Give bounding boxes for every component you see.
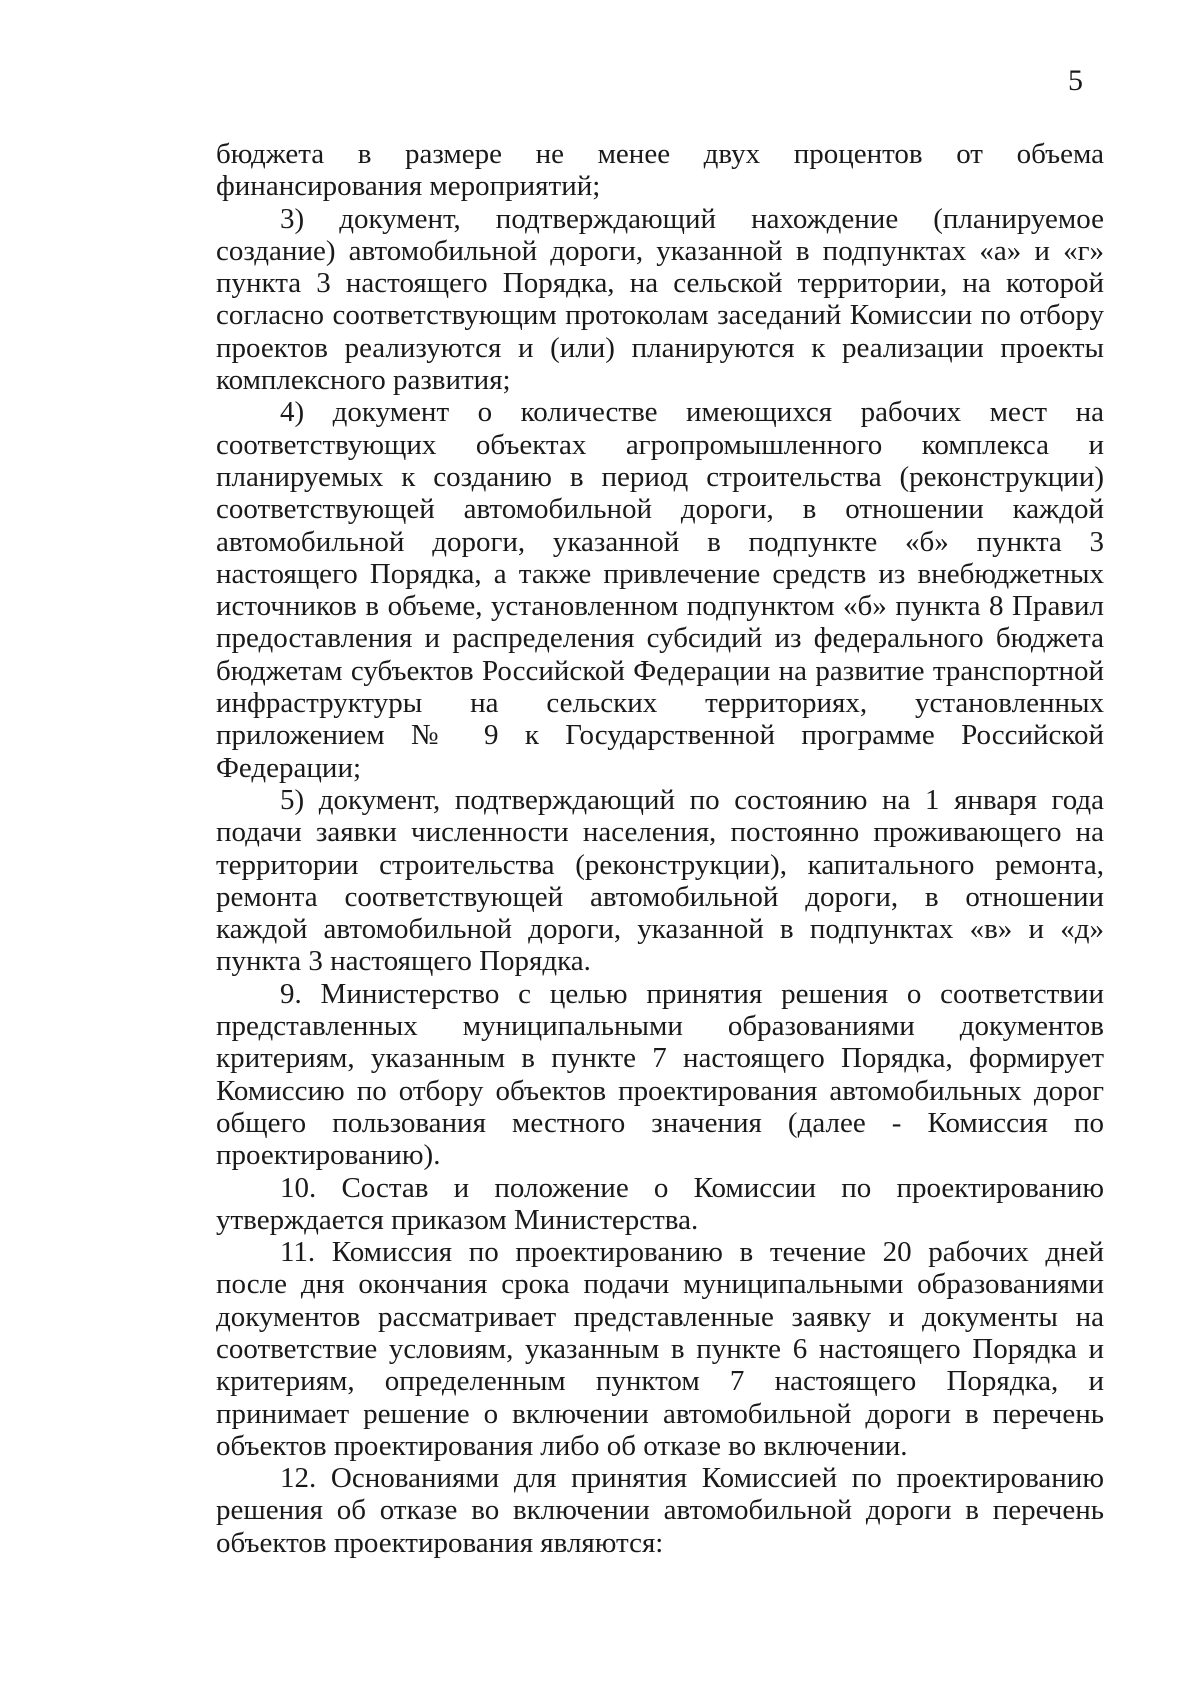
paragraph-clause-10: 10. Состав и положение о Комиссии по проектированию утверждается приказом Министерства. bbox=[216, 1171, 1104, 1236]
document-body bbox=[216, 138, 1104, 1559]
paragraph-budget-continuation: бюджета в размере не менее двух процентов от объема финансирования мероприятий; bbox=[216, 138, 1104, 203]
paragraph-clause-11: 11. Комиссия по проектированию в течение 20 рабочих дней после дня окончания срока подачи муниципальными образованиями документов рассматривает представленные заявку и документы на соответствие условиям, указанным в пункте 6 настоящего Порядка и критериям, определенным пунктом 7 настоящего Порядка, и принимает решение о включении автомобильной дороги в перечень объектов проектирования либо об отказе во включении. bbox=[216, 1236, 1104, 1462]
paragraph-item-3: 3) документ, подтверждающий нахождение (планируемое создание) автомобильной дороги, указанной в подпунктах «а» и «г» пункта 3 настоящего Порядка, на сельской территории, на которой согласно соответствующим протоколам заседаний Комиссии по отбору проектов реализуются и (или) планируются к реализации проекты комплексного развития; bbox=[216, 202, 1104, 397]
paragraph-item-5: 5) документ, подтверждающий по состоянию на 1 января года подачи заявки численности населения, постоянно проживающего на территории строительства (реконструкции), капитального ремонта, ремонта соответствующей автомобильной дороги, в отношении каждой автомобильной дороги, указанной в подпунктах «в» и «д» пункта 3 настоящего Порядка. bbox=[216, 783, 1104, 978]
paragraph-clause-9: 9. Министерство с целью принятия решения о соответствии представленных муниципальными образованиями документов критериям, указанным в пункте 7 настоящего Порядка, формирует Комиссию по отбору объектов проектирования автомобильных дорог общего пользования местного значения (далее - Комиссия по проектированию). bbox=[216, 977, 1104, 1172]
page-number: 5 bbox=[1068, 64, 1083, 97]
paragraph-clause-12: 12. Основаниями для принятия Комиссией по проектированию решения об отказе во включении автомобильной дороги в перечень объектов проектирования являются: bbox=[216, 1462, 1104, 1559]
paragraph-item-4: 4) документ о количестве имеющихся рабочих мест на соответствующих объектах агропромышленного комплекса и планируемых к созданию в период строительства (реконструкции) соответствующей автомобильной дороги, в отношении каждой автомобильной дороги, указанной в подпункте «б» пункта 3 настоящего Порядка, а также привлечение средств из внебюджетных источников в объеме, установленном подпунктом «б» пункта 8 Правил предоставления и распределения субсидий из федерального бюджета бюджетам субъектов Российской Федерации на развитие транспортной инфраструктуры на сельских территориях, установленных приложением № 9 к Государственной программе Российской Федерации; bbox=[216, 396, 1104, 784]
